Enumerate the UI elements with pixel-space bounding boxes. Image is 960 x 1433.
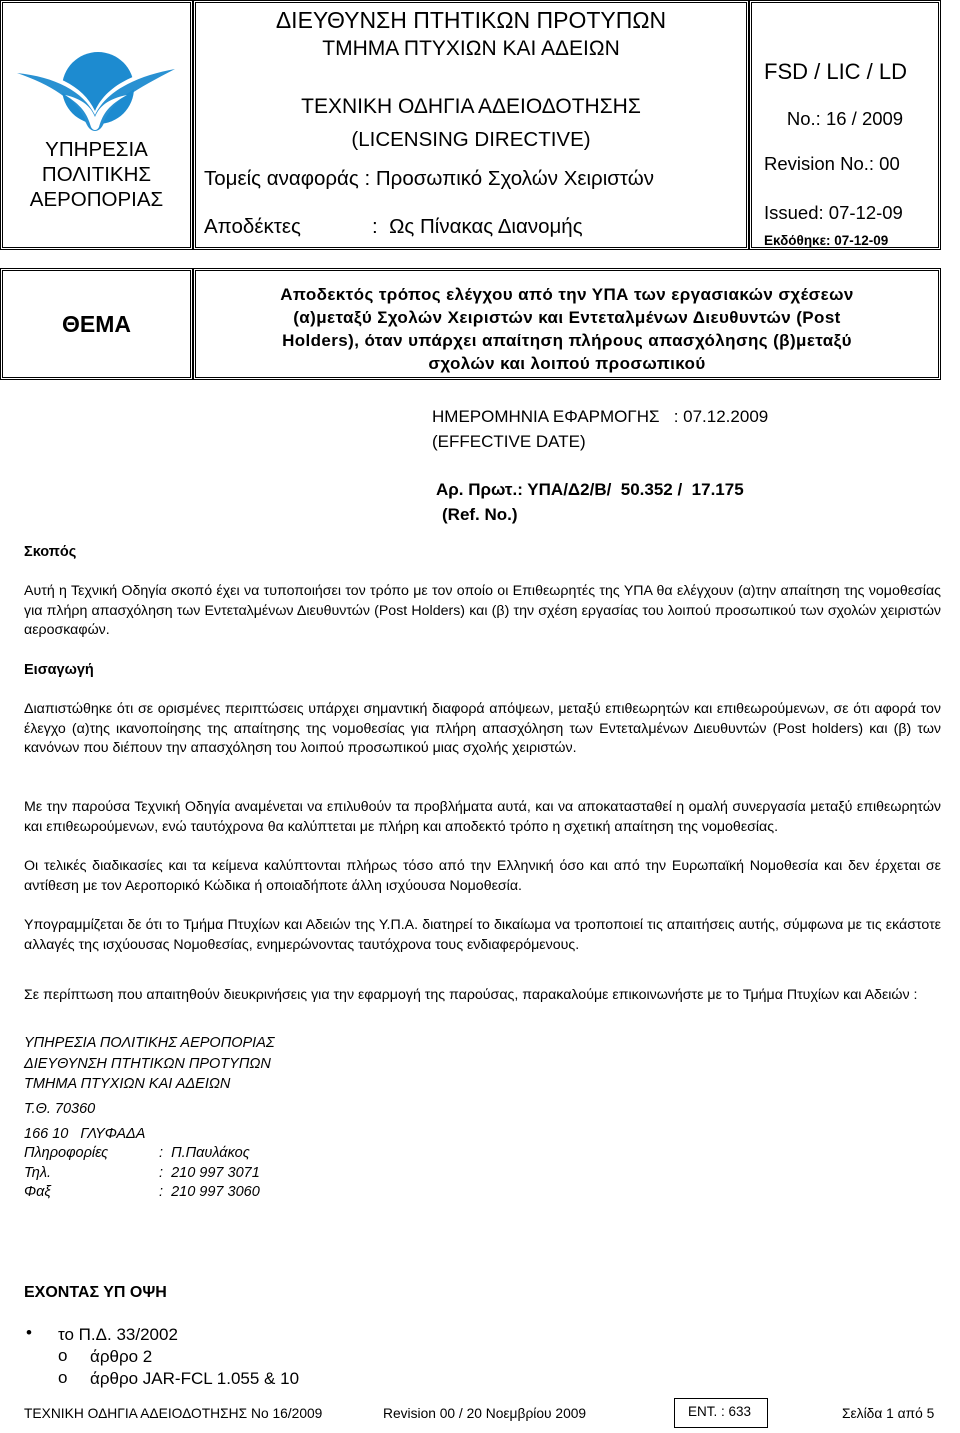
- issued-date-gr: Εκδόθηκε: 07-12-09: [764, 233, 889, 248]
- recipients-value: : Ως Πίνακας Διανομής: [372, 215, 583, 238]
- contact-fax-value: : 210 997 3060: [159, 1184, 260, 1200]
- sub-bullet-icon: o: [58, 1368, 68, 1387]
- intro-paragraph-4: Υπογραμμίζεται δε ότι το Τμήμα Πτυχίων και Αδειών της Υ.Π.Α. διατηρεί το δικαίωμα να τροποποιεί τις απαιτήσεις αυτής, σύμφωνα με τις εκάστοτε αλλαγές της ισχύουσας Νομοθεσίας, ενημερώνοντας ταυτόχρονα τους ενδιαφερόμενους.: [24, 917, 941, 953]
- considering-heading: ΕΧΟΝΤΑΣ ΥΠ ΟΨΗ: [24, 1284, 167, 1301]
- contact-info-value: : Π.Παυλάκος: [159, 1145, 250, 1161]
- footer-ent-box: [674, 1398, 768, 1428]
- contact-info-label: Πληροφορίες: [24, 1145, 109, 1161]
- contact-dept: ΔΙΕΥΘΥΝΣΗ ΠΤΗΤΙΚΩΝ ΠΡΟΤΥΠΩΝ: [24, 1056, 271, 1072]
- intro-paragraph-1: Διαπιστώθηκε ότι σε ορισμένες περιπτώσεις υπάρχει σημαντική διαφορά απόψεων, μεταξύ επιθεωρητών και επιθεωρούμενων, σε ότι αφορά τον έλεγχο (α)της ικανοποίησης της απαίτησης της νομοθεσίας για πλήρη απασχόληση των Εντεταλμένων Διευθυντών (Post holders) και (β) των κανόνων που διέπουν την απασχόληση του λοιπού προσωπικού μιας σχολής χειριστών.: [24, 701, 941, 757]
- sub-bullet-icon: o: [58, 1346, 68, 1365]
- contact-section: ΤΜΗΜΑ ΠΤΥΧΙΩΝ ΚΑΙ ΑΔΕΙΩΝ: [24, 1076, 231, 1092]
- footer-revision: Revision 00 / 20 Νοεμβρίου 2009: [383, 1406, 587, 1421]
- contact-fax-label: Φαξ: [24, 1184, 51, 1200]
- effective-date-en: (EFFECTIVE DATE): [432, 432, 586, 451]
- contact-city: 166 10 ΓΛΥΦΑΔΑ: [24, 1126, 146, 1142]
- contact-tel-label: Τηλ.: [24, 1165, 51, 1181]
- logo-box: [0, 0, 193, 250]
- subject-line: Αποδεκτός τρόπος ελέγχου από την ΥΠΑ των εργασιακών σχέσεων: [280, 285, 854, 304]
- contact-po-box: Τ.Θ. 70360: [24, 1101, 96, 1117]
- purpose-heading: Σκοπός: [24, 544, 77, 560]
- sectors-line: Τομείς αναφοράς : Προσωπικό Σχολών Χειριστών: [204, 167, 654, 190]
- considering-sub-item: άρθρο JAR-FCL 1.055 & 10: [90, 1369, 300, 1388]
- recipients-label: Αποδέκτες: [204, 215, 301, 238]
- footer-page: Σελίδα 1 από 5: [842, 1406, 935, 1421]
- issued-date: Issued: 07-12-09: [764, 202, 903, 223]
- org-line-3: ΑΕΡΟΠΟΡΙΑΣ: [29, 188, 164, 211]
- section-title: ΤΜΗΜΑ ΠΤΥΧΙΩΝ ΚΑΙ ΑΔΕΙΩΝ: [322, 37, 620, 60]
- directive-title: ΤΕΧΝΙΚΗ ΟΔΗΓΙΑ ΑΔΕΙΟΔΟΤΗΣΗΣ: [301, 95, 641, 118]
- directive-code: FSD / LIC / LD: [764, 59, 908, 84]
- considering-sub-item: άρθρο 2: [90, 1347, 153, 1366]
- purpose-text: Αυτή η Τεχνική Οδηγία σκοπό έχει να τυποποιήσει τον τρόπο με τον οποίο οι Επιθεωρητές της ΥΠΑ θα ελέγχουν (α)την απαίτηση της νομοθεσίας για πλήρη απασχόληση των Εντεταλμένων Διευθυντών (Post Holders) και (β) την σχέση εργασίας του λοιπού προσωπικού των σχολών χειριστών αεροσκαφών.: [24, 583, 941, 639]
- bullet-icon: •: [26, 1323, 32, 1342]
- intro-paragraph-3: Οι τελικές διαδικασίες και τα κείμενα καλύπτονται πλήρως τόσο από την Ελληνική όσο και από την Ευρωπαϊκή Νομοθεσία και δεν έρχεται σε αντίθεση με τον Αεροπορικό Κώδικα ή οποιαδήποτε άλλη ισχύουσα Νομοθεσία.: [24, 858, 941, 894]
- code-box: [749, 0, 941, 250]
- footer-ent: ΕΝΤ. : 633: [688, 1404, 752, 1419]
- subject-line: (α)μεταξύ Σχολών Χειριστών και Εντεταλμένων Διευθυντών (Post: [293, 308, 841, 327]
- contact-tel-value: : 210 997 3071: [159, 1165, 260, 1181]
- subject-line: Holders), όταν υπάρχει απαίτηση πλήρους απασχόλησης (β)μεταξύ: [282, 331, 852, 350]
- considering-item: το Π.Δ. 33/2002: [58, 1325, 178, 1344]
- revision-number: Revision No.: 00: [764, 153, 900, 174]
- subject-label: ΘΕΜΑ: [62, 311, 131, 337]
- directive-subtitle: (LICENSING DIRECTIVE): [351, 128, 591, 151]
- intro-heading: Εισαγωγή: [24, 662, 94, 678]
- title-box: [193, 0, 749, 250]
- subject-line: σχολών και λοιπού προσωπικού: [428, 354, 706, 373]
- org-line-2: ΠΟΛΙΤΙΚΗΣ: [41, 163, 152, 186]
- footer-directive: ΤΕΧΝΙΚΗ ΟΔΗΓΙΑ ΑΔΕΙΟΔΟΤΗΣΗΣ No 16/2009: [24, 1406, 323, 1421]
- intro-paragraph-2: Με την παρούσα Τεχνική Οδηγία αναμένεται να επιλυθούν τα προβλήματα αυτά, και να αποκατασταθεί η ομαλή συνεργασία μεταξύ επιθεωρητών και επιθεωρούμενων, ενώ ταυτόχρονα θα καλύπτεται με πλήρη και αποδεκτό τρόπο η σχετική απαίτηση της νομοθεσίας.: [24, 799, 941, 835]
- ref-number-en: (Ref. No.): [442, 505, 518, 524]
- subject-box: [193, 268, 941, 380]
- dept-title: ΔΙΕΥΘΥΝΣΗ ΠΤΗΤΙΚΩΝ ΠΡΟΤΥΠΩΝ: [275, 7, 667, 33]
- contact-intro: Σε περίπτωση που απαιτηθούν διευκρινήσεις για την εφαρμογή της παρούσας, παρακαλούμε επικοινωνήστε με το Τμήμα Πτυχίων και Αδειών :: [24, 987, 918, 1003]
- subject-label-box: [0, 268, 193, 380]
- org-line-1: ΥΠΗΡΕΣΙΑ: [45, 138, 148, 161]
- directive-number: No.: 16 / 2009: [786, 108, 904, 129]
- bird-logo-icon: [3, 33, 190, 143]
- contact-org: ΥΠΗΡΕΣΙΑ ΠΟΛΙΤΙΚΗΣ ΑΕΡΟΠΟΡΙΑΣ: [24, 1035, 275, 1051]
- effective-date: ΗΜΕΡΟΜΗΝΙΑ ΕΦΑΡΜΟΓΗΣ : 07.12.2009: [432, 407, 769, 426]
- ref-number: Αρ. Πρωτ.: ΥΠΑ/Δ2/Β/ 50.352 / 17.175: [436, 480, 744, 499]
